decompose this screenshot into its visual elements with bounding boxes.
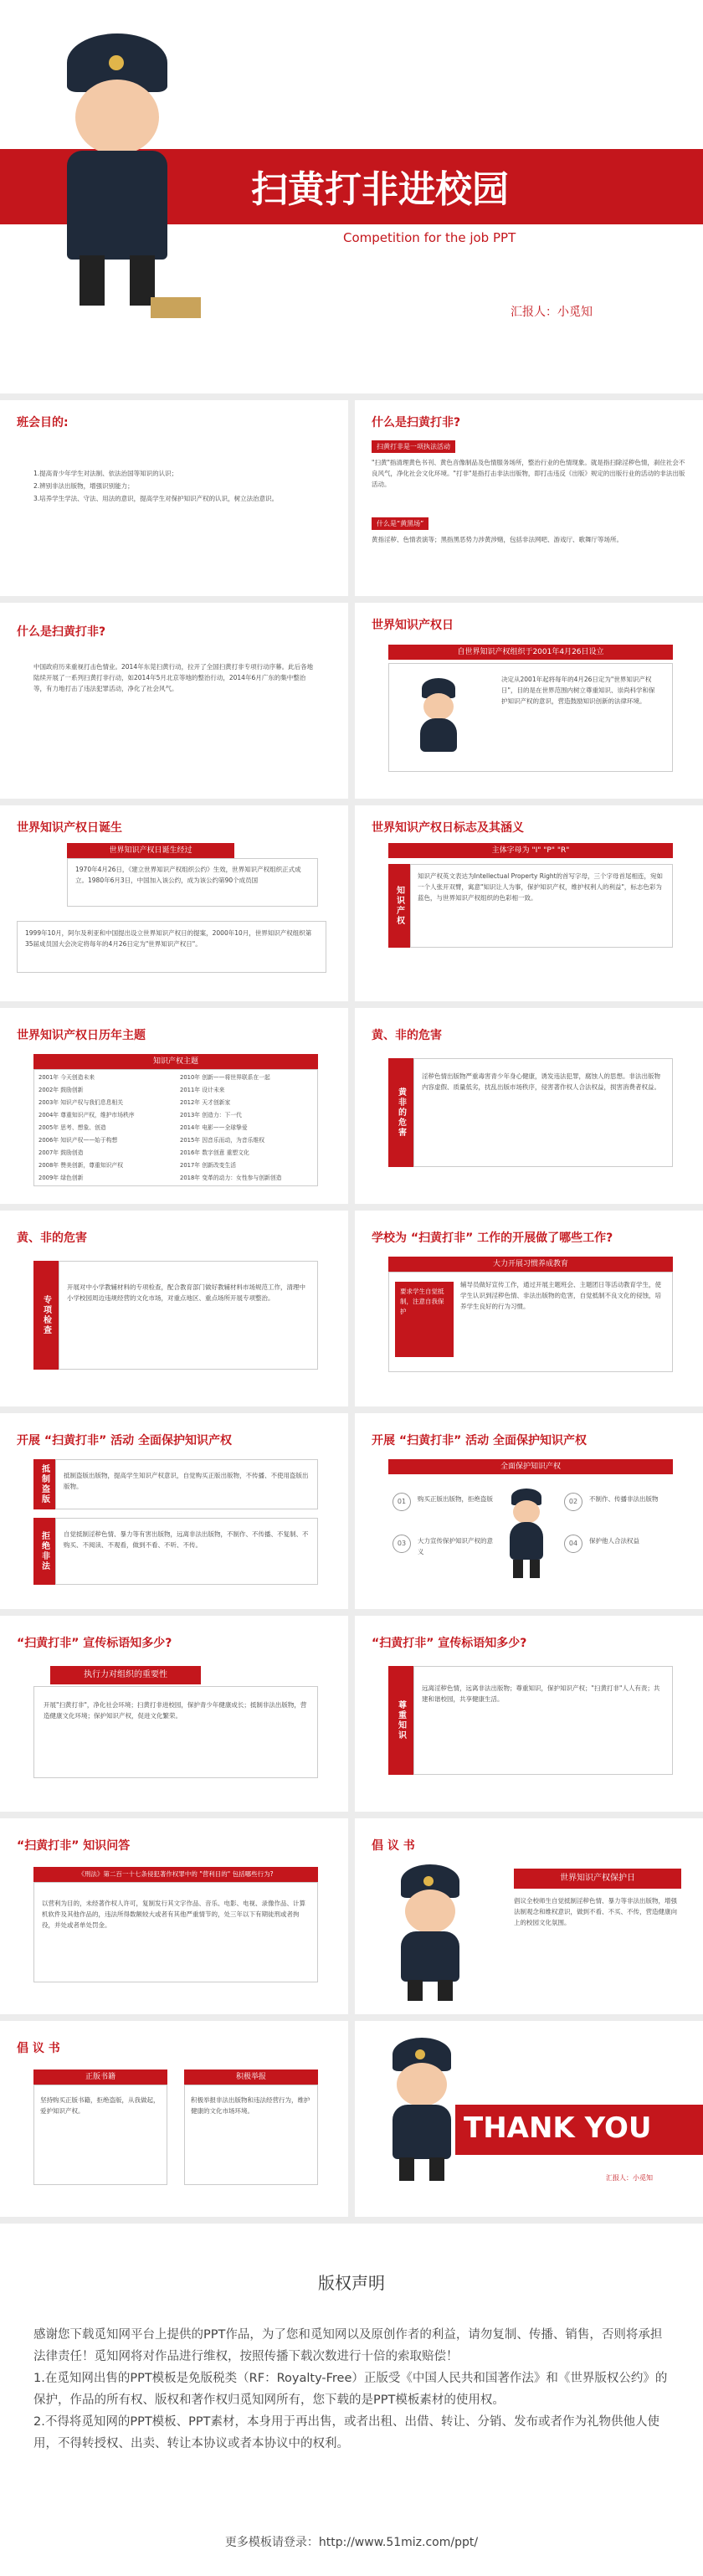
hat-badge-icon bbox=[109, 55, 124, 70]
slide2-right bbox=[355, 400, 703, 596]
slide3-left-text: 中国政府历来重视打击色情业。2014年东莞扫黄行动，拉开了全国扫黄打非专项行动序幕。此后各地陆续开展了一系列扫黄打非行动，如2014年5月北京等地的整治行动，2014年6月广东的集中整治等，有力地打击了违法犯罪活动，净化了社会风气。 bbox=[33, 663, 314, 692]
police-leg-left bbox=[408, 1980, 423, 2001]
slide2-left-heading: 班会目的: bbox=[17, 416, 69, 429]
theme-item: 2002年 鼓励创新 bbox=[38, 1087, 84, 1093]
slide4-left bbox=[0, 805, 348, 1001]
slide4-left-bar: 世界知识产权日诞生经过 bbox=[67, 843, 234, 858]
slide2-right-heading: 什么是扫黄打非? bbox=[372, 416, 461, 429]
cover-reporter: 汇报人：小觅知 bbox=[511, 306, 593, 319]
slide7-right-heading: 开展 “扫黄打非” 活动 全面保护知识产权 bbox=[372, 1434, 588, 1447]
num-01-circle: 01 bbox=[393, 1493, 411, 1511]
police-body bbox=[67, 151, 167, 260]
slide5-side-label: 黄非的危害 bbox=[388, 1058, 413, 1167]
slide8-side-label: 尊重知识 bbox=[388, 1666, 413, 1775]
slide5-right-text: 淫秽色情出版物严重毒害青少年身心健康，诱发违法犯罪，腐蚀人的思想。非法出版物内容虚假、质量低劣，扰乱出版市场秩序，侵害著作权人合法权益，损害消费者权益。 bbox=[422, 1072, 660, 1091]
slide7-left bbox=[0, 1413, 348, 1609]
theme-item: 2018年 变革的动力：女性参与创新创造 bbox=[180, 1175, 282, 1181]
copyright-p3: 2.不得将觅知网的PPT模板、PPT素材，本身用于再出售，或者出租、出借、转让、分销、发布或者作为礼物供他人使用，不得转授权、出卖、转让本协议或者本协议中的权利。 bbox=[33, 2415, 660, 2450]
slide8-left-heading: “扫黄打非” 宣传标语知多少? bbox=[17, 1637, 172, 1650]
slide7-text2: 自觉抵制淫秽色情、暴力等有害出版物，远离非法出版物，不制作、不传播、不复制、不购买、不阅读、不观看，做到不看、不听、不传。 bbox=[64, 1530, 309, 1549]
slide6-right bbox=[355, 1211, 703, 1406]
slide9-left-box bbox=[33, 1882, 318, 1982]
police-body bbox=[393, 2105, 451, 2159]
theme-item: 2017年 创新改变生活 bbox=[180, 1162, 237, 1169]
theme-item: 2001年 今天创造未来 bbox=[38, 1074, 95, 1081]
slide4-left-heading: 世界知识产权日诞生 bbox=[17, 821, 122, 835]
slide9-left bbox=[0, 1818, 348, 2014]
point-04-text: 保护他人合法权益 bbox=[589, 1537, 639, 1545]
slide4-side-label: 知识产权 bbox=[388, 864, 410, 948]
theme-item: 2016年 数字创意 重塑文化 bbox=[180, 1149, 249, 1156]
copyright-p2: 1.在觅知网出售的PPT模板是免版税类（RF：Royalty-Free）正版受《中国人民共和国著作法》和《世界版权公约》的保护，作品的所有权、版权和著作权归觅知网所有，您下载的是PPT模板素材的使用权。 bbox=[33, 2372, 668, 2407]
copyright-p1: 感谢您下载觅知网平台上提供的PPT作品，为了您和觅知网以及原创作者的利益，请勿复制、传播、销售，否则将承担法律责任！觅知网将对作品进行维权，按照传播下载次数进行十倍的索取赔偿！ bbox=[33, 2328, 663, 2363]
police-car-illustration bbox=[405, 678, 480, 762]
theme-item: 2011年 设计未来 bbox=[180, 1087, 225, 1093]
theme-item: 2008年 赞美创新，尊重知识产权 bbox=[38, 1162, 124, 1169]
slide6-right-bar: 大力开展习惯养成教育 bbox=[388, 1257, 673, 1272]
slide9-right-heading: 倡 议 书 bbox=[372, 1839, 415, 1853]
slide7-left-heading: 开展 “扫黄打非” 活动 全面保护知识产权 bbox=[17, 1434, 233, 1447]
slide4-right bbox=[355, 805, 703, 1001]
what-is-text: "扫黄"指清理黄色书刊、黄色音像制品及色情服务场所，整治行业的色情现象。就是指扫除淫秽色情，刹住社会不良风气，净化社会文化环境。"打非"是指打击非法出版物，即打击违反《出版》规定的出版行业的活动的非法出版活动。 bbox=[372, 459, 685, 488]
slide6-side-label: 专项检查 bbox=[33, 1261, 59, 1370]
slide4-left-text2: 1999年10月，阿尔及利亚和中国提出设立世界知识产权日的提案，2000年10月，世界知识产权组织第35届成员国大会决定将每年的4月26日定为"世界知识产权日"。 bbox=[25, 929, 312, 948]
slide9-left-bar: 《刑法》第二百一十七条侵犯著作权罪中的 "营利目的" 包括哪些行为? bbox=[33, 1867, 318, 1882]
slide6-tag: 要求学生自觉抵制，注意自我保护 bbox=[395, 1282, 454, 1357]
num-03-circle: 03 bbox=[393, 1535, 411, 1553]
tag-law-activity: 扫黄打非是一项执法活动 bbox=[372, 440, 455, 453]
slide4-right-heading: 世界知识产权日标志及其涵义 bbox=[372, 821, 524, 835]
police-leg-left bbox=[399, 2157, 414, 2181]
slide10-left bbox=[0, 2021, 348, 2217]
purpose-list bbox=[33, 467, 310, 505]
slide3-right-text: 决定从2001年起将每年的4月26日定为"世界知识产权日"，目的是在世界范围内树立尊重知识、崇尚科学和保护知识产权的意识，营造鼓励知识创新的法律环境。 bbox=[501, 676, 655, 705]
slide6-left-heading: 黄、非的危害 bbox=[17, 1231, 87, 1245]
slide3-left-heading: 什么是扫黄打非? bbox=[17, 625, 106, 639]
slide5-right-heading: 黄、非的危害 bbox=[372, 1029, 442, 1042]
slide5-left-bar: 知识产权主题 bbox=[33, 1054, 318, 1069]
theme-item: 2009年 绿色创新 bbox=[38, 1175, 84, 1181]
police-leg-left bbox=[80, 255, 105, 306]
themes-col1 bbox=[38, 1072, 177, 1185]
slide6-left bbox=[0, 1211, 348, 1406]
theme-item: 2012年 天才创新家 bbox=[180, 1099, 231, 1106]
police-cartoon-small bbox=[384, 1864, 476, 2003]
slide9-right-text: 倡议全校师生自觉抵制淫秽色情、暴力等非法出版物，增强法制观念和维权意识，做到不看、不买、不传，营造健康向上的校园文化氛围。 bbox=[514, 1897, 677, 1926]
slide7-right bbox=[355, 1413, 703, 1609]
police-head bbox=[405, 1890, 455, 1933]
theme-item: 2010年 创新——将世界联系在一起 bbox=[180, 1074, 270, 1081]
police-head bbox=[423, 693, 454, 720]
slide5-left-heading: 世界知识产权日历年主题 bbox=[17, 1029, 146, 1042]
cover-title: 扫黄打非进校园 bbox=[251, 168, 509, 211]
slide6-left-text: 开展对中小学教辅材料的专项检查，配合教育部门做好教辅材料市场规范工作，清理中小学校园周边违规经营的文化市场，对重点地区、重点场所开展专项整治。 bbox=[67, 1283, 305, 1302]
purpose-item: 2.辨别非法出版物，增强识别能力； bbox=[33, 482, 134, 490]
slide8-left-text: 开展"扫黄打非"，净化社会环境；扫黄打非进校园，保护青少年健康成长；抵制非法出版物，营造健康文化环境；保护知识产权，促进文化繁荣。 bbox=[44, 1701, 307, 1720]
tab1-text: 坚持购买正版书籍，拒绝盗版，从我做起，爱护知识产权。 bbox=[40, 2096, 160, 2115]
theme-item: 2006年 知识产权——始于构想 bbox=[38, 1137, 118, 1144]
police-leg-left bbox=[513, 1560, 523, 1578]
theme-item: 2005年 思考、想象、创造 bbox=[38, 1124, 106, 1131]
slide7-side2: 拒绝非法 bbox=[33, 1518, 55, 1585]
slide7-side1: 抵制盗版 bbox=[33, 1459, 55, 1509]
slide3-left bbox=[0, 603, 348, 799]
black-yellow-text: 黄指淫秽、色情表演等；黑指黑恶势力涉黄涉赌，包括非法网吧、游戏厅、歌舞厅等场所。 bbox=[372, 536, 623, 543]
police-figure bbox=[501, 1489, 552, 1581]
copyright-body bbox=[33, 2324, 670, 2455]
purpose-item: 1.提高青少年学生对法制、依法治国等知识的认识； bbox=[33, 470, 178, 477]
purpose-item: 3.培养学生学法、守法、用法的意识，提高学生对保护知识产权的认识，树立法治意识。 bbox=[33, 495, 279, 502]
police-cartoon bbox=[33, 33, 201, 318]
police-head bbox=[75, 80, 159, 155]
police-head bbox=[513, 1500, 540, 1524]
slide8-right bbox=[355, 1616, 703, 1812]
slide3-right-bar: 自世界知识产权组织于2001年4月26日设立 bbox=[388, 645, 673, 660]
slide3-right bbox=[355, 603, 703, 799]
police-head bbox=[397, 2063, 447, 2106]
theme-item: 2014年 电影——全球挚爱 bbox=[180, 1124, 248, 1131]
police-body bbox=[420, 718, 457, 752]
point-01-text: 购买正版出版物，拒绝盗版 bbox=[418, 1495, 493, 1503]
police-body bbox=[510, 1522, 543, 1560]
slide8-right-text: 远离淫秽色情，远离非法出版物；尊重知识，保护知识产权；"扫黄打非"人人有责；共建和谐校园，共享健康生活。 bbox=[422, 1684, 660, 1703]
slide5-left bbox=[0, 1008, 348, 1204]
slide9-left-heading: “扫黄打非” 知识问答 bbox=[17, 1839, 131, 1853]
slide2-left bbox=[0, 400, 348, 596]
slide10-reporter: 汇报人：小觅知 bbox=[606, 2174, 653, 2182]
point-03-text: 大力宣传保护知识产权的意义 bbox=[418, 1537, 493, 1555]
police-leg-right bbox=[429, 2157, 444, 2181]
theme-item: 2013年 创造力：下一代 bbox=[180, 1112, 242, 1118]
slide3-right-heading: 世界知识产权日 bbox=[372, 619, 454, 632]
slide9-right-bar: 世界知识产权保护日 bbox=[514, 1869, 681, 1889]
theme-item: 2007年 鼓励创造 bbox=[38, 1149, 84, 1156]
copyright-title: 版权声明 bbox=[318, 2273, 385, 2293]
point-02-text: 不制作、传播非法出版物 bbox=[589, 1495, 659, 1503]
police-leg-right bbox=[530, 1560, 540, 1578]
slide4-left-text1: 1970年4月26日，《建立世界知识产权组织公约》生效，世界知识产权组织正式成立。1980年6月3日，中国加入该公约，成为该公约第90个成员国 bbox=[75, 866, 301, 884]
slide10-right bbox=[355, 2021, 703, 2217]
slide9-left-text: 以营利为目的，未经著作权人许可，复制发行其文字作品、音乐、电影、电视、录像作品、计算机软件及其他作品的，违法所得数额较大或者有其他严重情节的，处三年以下有期徒刑或者拘役，并处或者单处罚金。 bbox=[42, 1900, 305, 1929]
slide5-right bbox=[355, 1008, 703, 1204]
theme-item: 2004年 尊重知识产权，维护市场秩序 bbox=[38, 1112, 135, 1118]
slide6-right-heading: 学校为 “扫黄打非” 工作的开展做了哪些工作? bbox=[372, 1231, 613, 1245]
num-04-circle: 04 bbox=[564, 1535, 582, 1553]
copyright-section bbox=[0, 2224, 703, 2576]
theme-item: 2003年 知识产权与我们息息相关 bbox=[38, 1099, 124, 1106]
theme-item: 2015年 因音乐而动，为音乐维权 bbox=[180, 1137, 265, 1144]
slide10-left-heading: 倡 议 书 bbox=[17, 2042, 60, 2055]
tab2-text: 积极举报非法出版物和违法经营行为，维护健康的文化市场环境。 bbox=[191, 2096, 310, 2115]
tab-active-report: 积极举报 bbox=[184, 2070, 318, 2085]
tag-black-yellow: 什么是“黄黑场” bbox=[372, 517, 428, 530]
hat-badge-icon bbox=[423, 1876, 434, 1886]
slide9-right bbox=[355, 1818, 703, 2014]
police-leg-right bbox=[438, 1980, 453, 2001]
slide4-right-bar: 主体字母为 "I" "P" "R" bbox=[388, 843, 673, 858]
slide6-right-text: 辅导员做好宣传工作，通过开展主题班会、主题团日等活动教育学生，使学生认识到淫秽色情、非法出版物的危害，自觉抵制不良文化的侵蚀，培养学生良好的行为习惯。 bbox=[460, 1281, 661, 1310]
cover-subtitle: Competition for the job PPT bbox=[343, 230, 516, 245]
book-stack bbox=[151, 297, 201, 318]
slide7-text1: 抵制盗版出版物，提高学生知识产权意识，自觉购买正版出版物，不传播、不使用盗版出版物。 bbox=[64, 1472, 309, 1490]
slide8-left bbox=[0, 1616, 348, 1812]
more-templates-link[interactable]: 更多模板请登录：http://www.51miz.com/ppt/ bbox=[224, 2536, 479, 2549]
tab-genuine-books: 正版书籍 bbox=[33, 2070, 167, 2085]
num-02-circle: 02 bbox=[564, 1493, 582, 1511]
themes-col2 bbox=[180, 1072, 314, 1185]
slide7-box2 bbox=[55, 1518, 318, 1585]
thank-you-text: THANK YOU bbox=[464, 2111, 652, 2145]
slide8-right-heading: “扫黄打非” 宣传标语知多少? bbox=[372, 1637, 527, 1650]
police-cartoon-end bbox=[376, 2038, 468, 2188]
slide8-left-bar: 执行力对组织的重要性 bbox=[50, 1666, 201, 1684]
slide7-right-bar: 全面保护知识产权 bbox=[388, 1459, 673, 1474]
slide4-right-text: 知识产权英文表达为Intellectual Property Right的首写字母，三个字母首尾相连，宛如一个人张开双臂，寓意"知识让人为事，保护知识产权，维护权利人的利益"，标志色彩为蓝色，与世界知识产权组织的色彩相一致。 bbox=[418, 872, 664, 902]
hat-badge-icon bbox=[415, 2049, 425, 2059]
slide6-left-box bbox=[59, 1261, 318, 1370]
cover-slide bbox=[0, 0, 703, 393]
police-body bbox=[401, 1931, 459, 1982]
